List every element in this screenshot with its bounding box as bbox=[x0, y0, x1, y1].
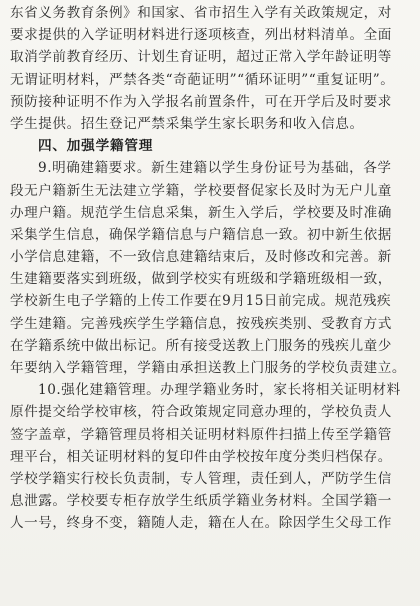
text-line: 预防接种证明不作为入学报名前置条件，可在开学后及时要求 bbox=[10, 93, 392, 110]
text-line: 9.明确建籍要求。新生建籍以学生身份证号为基础，各学 bbox=[38, 160, 392, 177]
text-line: 签字盖章，学籍管理员将相关证明材料原件扫描上传至学籍管 bbox=[10, 426, 392, 443]
text-line: 小学信息建籍，不一致信息建籍结束后，及时修改和完善。新 bbox=[10, 249, 392, 266]
text-line: 人一号，终身不变，籍随人走，籍在人在。除因学生父母工作 bbox=[10, 515, 392, 532]
text-line: 学校新生电子学籍的上传工作要在9月15日前完成。规范残疾 bbox=[10, 293, 392, 310]
text-line: 采集学生信息，确保学籍信息与户籍信息一致。初中新生依据 bbox=[10, 226, 392, 243]
text-line: 段无户籍新生无法建立学籍，学校要督促家长及时为无户儿童 bbox=[10, 182, 392, 199]
text-line: 无谓证明材料，严禁各类“奇葩证明”“循环证明”“重复证明”。 bbox=[10, 71, 395, 88]
text-line: 要求提供的入学证明材料进行逐项核查，列出材料清单。全面 bbox=[10, 27, 392, 44]
text-line: 10.强化建籍管理。办理学籍业务时，家长将相关证明材料 bbox=[38, 382, 401, 399]
text-line: 取消学前教育经历、计划生育证明，超过正常入学年龄证明等 bbox=[10, 49, 392, 66]
text-line: 息泄露。学校要专柜存放学生纸质学籍业务材料。全国学籍一 bbox=[10, 493, 392, 510]
text-line: 学生建籍。完善残疾学生学籍信息，按残疾类别、受教育方式 bbox=[10, 315, 392, 332]
text-line: 理平台，相关证明材料的复印件由学校按年度分类归档保存。 bbox=[10, 448, 392, 465]
text-line: 学校学籍实行校长负责制，专人管理，责任到人，严防学生信 bbox=[10, 470, 392, 487]
text-line: 在学籍系统中做出标记。所有接受送教上门服务的残疾儿童少 bbox=[10, 337, 392, 354]
text-line: 学生提供。招生登记严禁采集学生家长职务和收入信息。 bbox=[10, 115, 364, 132]
text-line: 生建籍要落实到班级，做到学校实有班级和学籍班级相一致， bbox=[10, 271, 392, 288]
text-line: 办理户籍。规范学生信息采集，新生入学后，学校要及时准确 bbox=[10, 204, 392, 221]
section-heading: 四、加强学籍管理 bbox=[38, 138, 154, 155]
text-line: 东省义务教育条例》和国家、省市招生入学有关政策规定，对 bbox=[10, 5, 392, 21]
text-line: 原件提交给学校审核，符合政策规定同意办理的，学校负责人 bbox=[10, 404, 392, 421]
text-line: 年要纳入学籍管理，学籍由承担送教上门服务的学校负责建立。 bbox=[10, 360, 407, 376]
